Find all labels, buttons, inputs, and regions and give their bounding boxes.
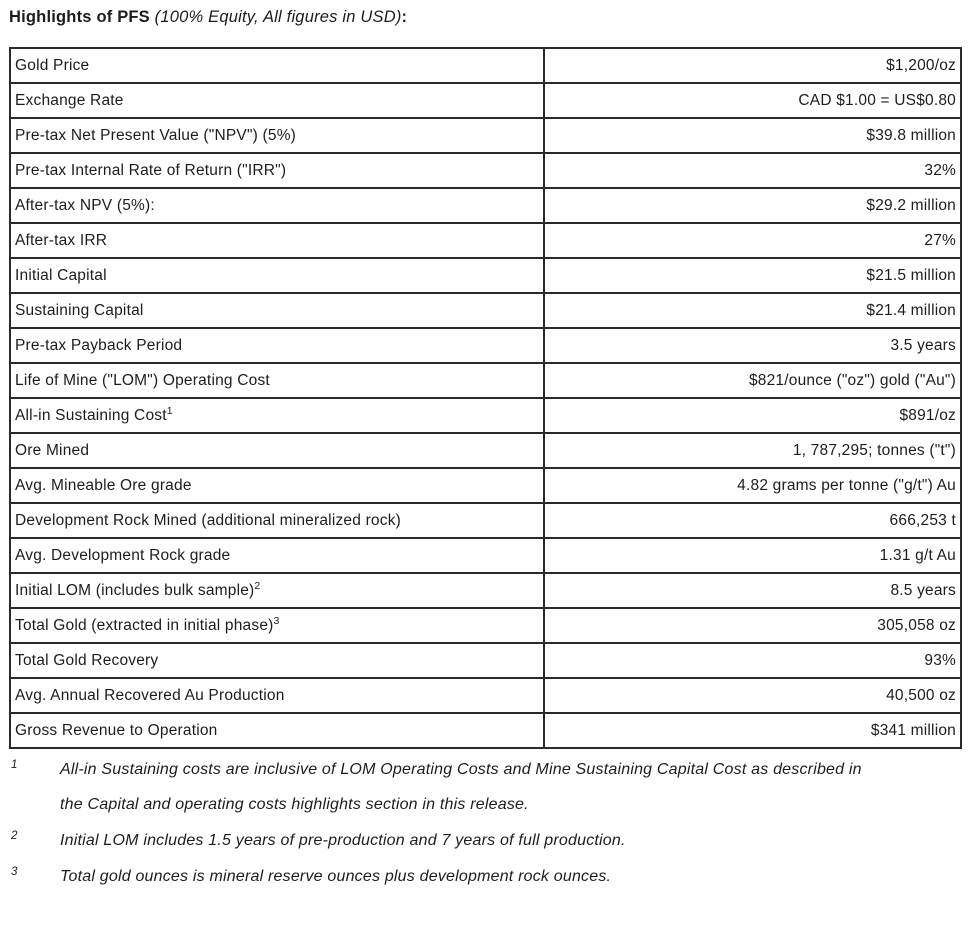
row-value-cell: 40,500 oz: [544, 678, 961, 713]
row-label-cell: [10, 293, 544, 328]
row-label-cell: [10, 608, 544, 643]
row-label: Initial Capital: [15, 266, 107, 284]
row-value-cell: 1.31 g/t Au: [544, 538, 961, 573]
row-value-cell: $21.5 million: [544, 258, 961, 293]
row-value-cell: $341 million: [544, 713, 961, 748]
table-row: [10, 643, 961, 678]
row-value-cell: 32%: [544, 153, 961, 188]
row-label: Pre-tax Payback Period: [15, 336, 183, 354]
row-value-cell: $39.8 million: [544, 118, 961, 153]
table-row: [10, 398, 961, 433]
footnote: [9, 859, 962, 894]
row-label: Gross Revenue to Operation: [15, 721, 218, 739]
row-label-cell: [10, 223, 544, 258]
row-label: After-tax IRR: [15, 231, 108, 249]
row-label-cell: [10, 398, 544, 433]
row-label: Sustaining Capital: [15, 301, 144, 319]
row-label-cell: [10, 713, 544, 748]
table-row: [10, 503, 961, 538]
row-footnote-ref: 1: [166, 404, 173, 417]
page-title: [9, 8, 971, 27]
row-value-cell: 1, 787,295; tonnes ("t"): [544, 433, 961, 468]
pfs-highlights-table: [9, 47, 962, 749]
footnotes-section: [9, 752, 962, 894]
row-label-cell: [10, 678, 544, 713]
footnote-text: Total gold ounces is mineral reserve ounces plus development rock ounces.: [60, 868, 612, 885]
table-row: [10, 293, 961, 328]
row-label: Avg. Development Rock grade: [15, 546, 231, 564]
row-label: After-tax NPV (5%):: [15, 196, 155, 214]
page-title-bold: Highlights of PFS: [9, 8, 155, 26]
page-title-italic: (100% Equity, All figures in USD): [154, 8, 402, 26]
table-row: [10, 433, 961, 468]
row-label-cell: [10, 153, 544, 188]
row-label-cell: [10, 258, 544, 293]
row-label-cell: [10, 118, 544, 153]
row-label: Total Gold Recovery: [15, 651, 159, 669]
row-label-cell: [10, 468, 544, 503]
row-label-cell: [10, 538, 544, 573]
table-row: [10, 608, 961, 643]
row-value-cell: 27%: [544, 223, 961, 258]
row-label-cell: [10, 573, 544, 608]
row-value-cell: 3.5 years: [544, 328, 961, 363]
footnote-marker: 1: [11, 759, 18, 771]
table-row: [10, 83, 961, 118]
row-label-cell: [10, 363, 544, 398]
row-label-cell: [10, 433, 544, 468]
table-row: [10, 538, 961, 573]
row-label: Life of Mine ("LOM") Operating Cost: [15, 371, 270, 389]
table-row: [10, 468, 961, 503]
page-title-colon: :: [401, 8, 408, 26]
table-row: [10, 713, 961, 748]
row-value-cell: CAD $1.00 = US$0.80: [544, 83, 961, 118]
row-value-cell: 666,253 t: [544, 503, 961, 538]
row-label: Avg. Annual Recovered Au Production: [15, 686, 285, 704]
row-value-cell: 4.82 grams per tonne ("g/t") Au: [544, 468, 961, 503]
table-row: [10, 328, 961, 363]
table-row: [10, 48, 961, 83]
footnote-text: Initial LOM includes 1.5 years of pre-production and 7 years of full production.: [60, 832, 626, 849]
row-value-cell: 93%: [544, 643, 961, 678]
footnote-text: All-in Sustaining costs are inclusive of LOM Operating Costs and Mine Sustaining Capital Cost as described in the Capital and operating costs highlights section in this release.: [60, 761, 862, 813]
row-value-cell: $821/ounce ("oz") gold ("Au"): [544, 363, 961, 398]
row-label: Pre-tax Net Present Value ("NPV") (5%): [15, 126, 297, 144]
row-label: Avg. Mineable Ore grade: [15, 476, 192, 494]
footnote-marker: 3: [11, 866, 18, 878]
row-label-cell: [10, 503, 544, 538]
table-row: [10, 258, 961, 293]
row-value-cell: $1,200/oz: [544, 48, 961, 83]
row-label: Pre-tax Internal Rate of Return ("IRR"): [15, 161, 287, 179]
row-label: Ore Mined: [15, 441, 90, 459]
row-label-cell: [10, 48, 544, 83]
row-value-cell: 8.5 years: [544, 573, 961, 608]
footnote: [9, 752, 962, 822]
row-label: Development Rock Mined (additional mineralized rock): [15, 511, 402, 529]
table-row: [10, 363, 961, 398]
footnote: [9, 823, 962, 858]
table-row: [10, 678, 961, 713]
row-label: Gold Price: [15, 56, 90, 74]
row-value-cell: $21.4 million: [544, 293, 961, 328]
footnote-marker: 2: [11, 830, 18, 842]
row-value-cell: $29.2 million: [544, 188, 961, 223]
table-row: [10, 153, 961, 188]
table-row: [10, 188, 961, 223]
row-label-cell: [10, 328, 544, 363]
table-row: [10, 118, 961, 153]
row-label: Initial LOM (includes bulk sample): [15, 581, 255, 599]
row-label: All-in Sustaining Cost: [15, 406, 167, 424]
table-row: [10, 573, 961, 608]
row-label: Total Gold (extracted in initial phase): [15, 616, 274, 634]
row-value-cell: $891/oz: [544, 398, 961, 433]
table-row: [10, 223, 961, 258]
row-label-cell: [10, 643, 544, 678]
row-footnote-ref: 3: [273, 614, 280, 627]
row-label-cell: [10, 188, 544, 223]
row-label: Exchange Rate: [15, 91, 124, 109]
row-label-cell: [10, 83, 544, 118]
row-footnote-ref: 2: [254, 579, 261, 592]
row-value-cell: 305,058 oz: [544, 608, 961, 643]
